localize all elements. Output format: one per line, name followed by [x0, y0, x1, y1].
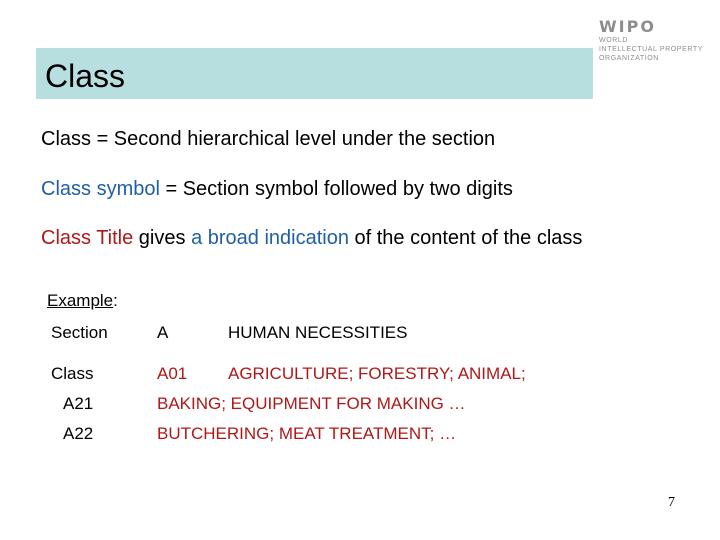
example-class-code: A01 — [157, 364, 188, 383]
example-a21-code: A21 — [63, 394, 94, 413]
example-a22-title: BUTCHERING; MEAT TREATMENT; … — [157, 424, 457, 443]
example-section-label: Section — [51, 323, 108, 342]
example-colon: : — [113, 291, 118, 310]
class-title-term: Class Title — [41, 227, 134, 249]
class-title-text-gives: gives — [133, 227, 192, 249]
wipo-logo — [599, 18, 703, 63]
title-bar — [36, 48, 593, 99]
logo-line-organization: ORGANIZATION — [599, 55, 659, 62]
logo-line-intellectual-property: INTELLECTUAL PROPERTY — [599, 46, 704, 53]
example-label — [47, 291, 118, 311]
class-symbol-term: Class symbol — [41, 178, 160, 200]
slide-title: Class — [45, 58, 126, 94]
class-title-text-rest: of the content of the class — [348, 227, 583, 249]
logo-line-world: WORLD — [599, 37, 629, 44]
definition-line-class: Class = Second hierarchical level under the section — [41, 128, 496, 150]
definition-line-class-symbol — [41, 177, 513, 201]
example-class-title: AGRICULTURE; FORESTRY; ANIMAL; — [228, 364, 526, 383]
logo-mark: WIPO — [599, 17, 656, 36]
example-section-title: HUMAN NECESSITIES — [228, 323, 408, 342]
class-title-broad-indication: a broad indication — [191, 227, 349, 249]
example-section-code: A — [157, 323, 169, 342]
example-class-label: Class — [51, 364, 94, 383]
class-symbol-definition: = Section symbol followed by two digits — [159, 178, 513, 200]
page-number: 7 — [668, 495, 675, 510]
definition-line-class-title — [41, 226, 582, 250]
example-a22-code: A22 — [63, 424, 94, 443]
example-word: Example — [47, 291, 114, 310]
example-a21-title: BAKING; EQUIPMENT FOR MAKING … — [157, 394, 466, 413]
